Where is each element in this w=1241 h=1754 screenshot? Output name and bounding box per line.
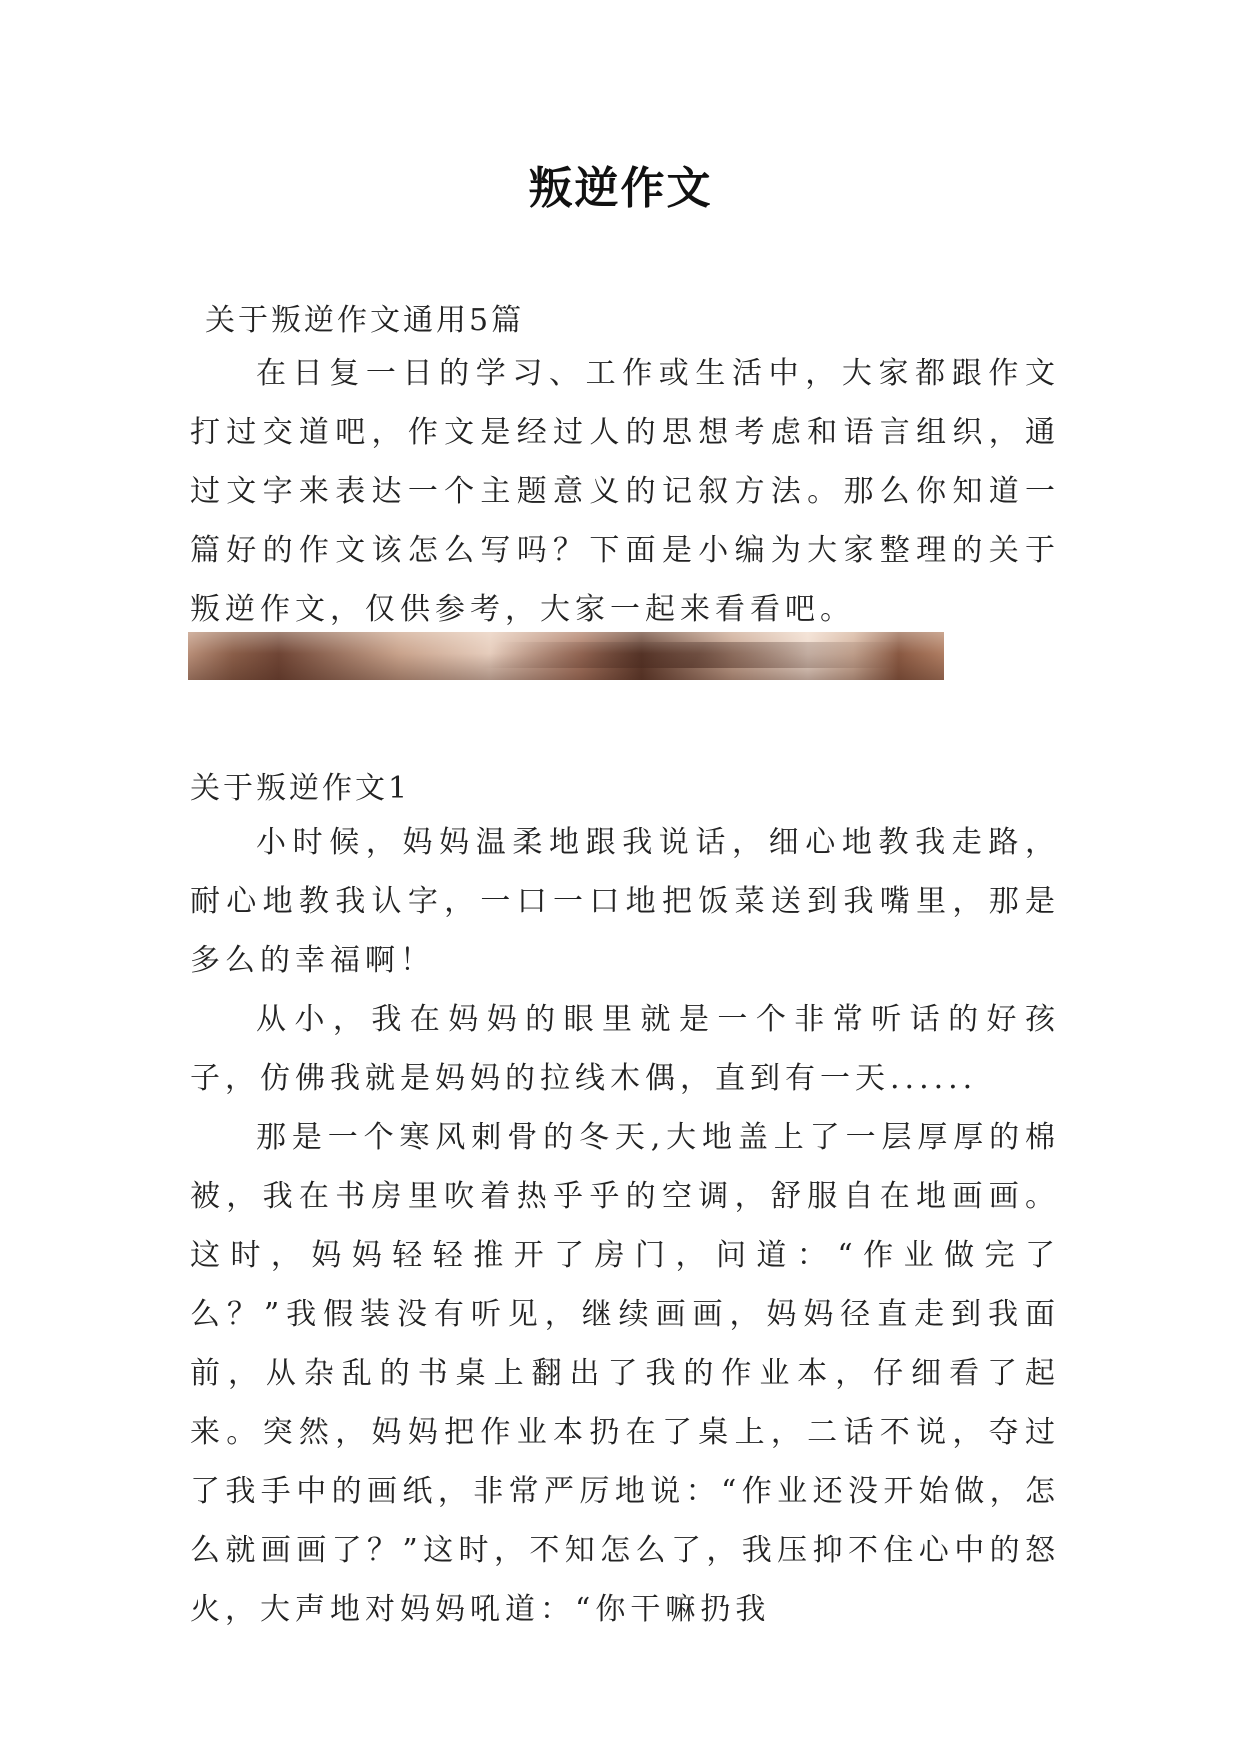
document-title: 叛逆作文 (528, 163, 713, 214)
essay-text (190, 813, 1060, 1639)
banner-shading (188, 632, 944, 680)
document-subtitle: 关于叛逆作文通用5篇 (205, 303, 525, 338)
essay-paragraph: 那是一个寒风刺骨的冬天,大地盖上了一层厚厚的棉被，我在书房里吹着热乎乎的空调，舒服自在地画画。这时，妈妈轻轻推开了房门，问道：“作业做完了么？”我假装没有听见，继续画画，妈妈径直走到我面前，从杂乱的书桌上翻出了我的作业本，仔细看了起来。突然，妈妈把作业本扔在了桌上，二话不说，夺过了我手中的画纸，非常严厉地说：“作业还没开始做，怎么就画画了？”这时，不知怎么了，我压抑不住心中的怒火，大声地对妈妈吼道：“你干嘛扔我 (190, 1120, 1060, 1627)
intro-paragraph: 在日复一日的学习、工作或生活中，大家都跟作文打过交道吧，作文是经过人的思想考虑和语言组织，通过文字来表达一个主题意义的记叙方法。那么你知道一篇好的作文该怎么写吗？下面是小编为大家整理的关于叛逆作文，仅供参考，大家一起来看看吧。 (190, 356, 1060, 627)
essay-paragraph: 小时候，妈妈温柔地跟我说话，细心地教我走路，耐心地教我认字，一口一口地把饭菜送到我嘴里，那是多么的幸福啊！ (190, 825, 1060, 978)
decorative-banner-image (188, 632, 944, 680)
essay-paragraph: 从小，我在妈妈的眼里就是一个非常听话的好孩子，仿佛我就是妈妈的拉线木偶，直到有一天...... (190, 1002, 1060, 1096)
intro-text (190, 344, 1060, 639)
section-heading: 关于叛逆作文1 (190, 771, 411, 806)
